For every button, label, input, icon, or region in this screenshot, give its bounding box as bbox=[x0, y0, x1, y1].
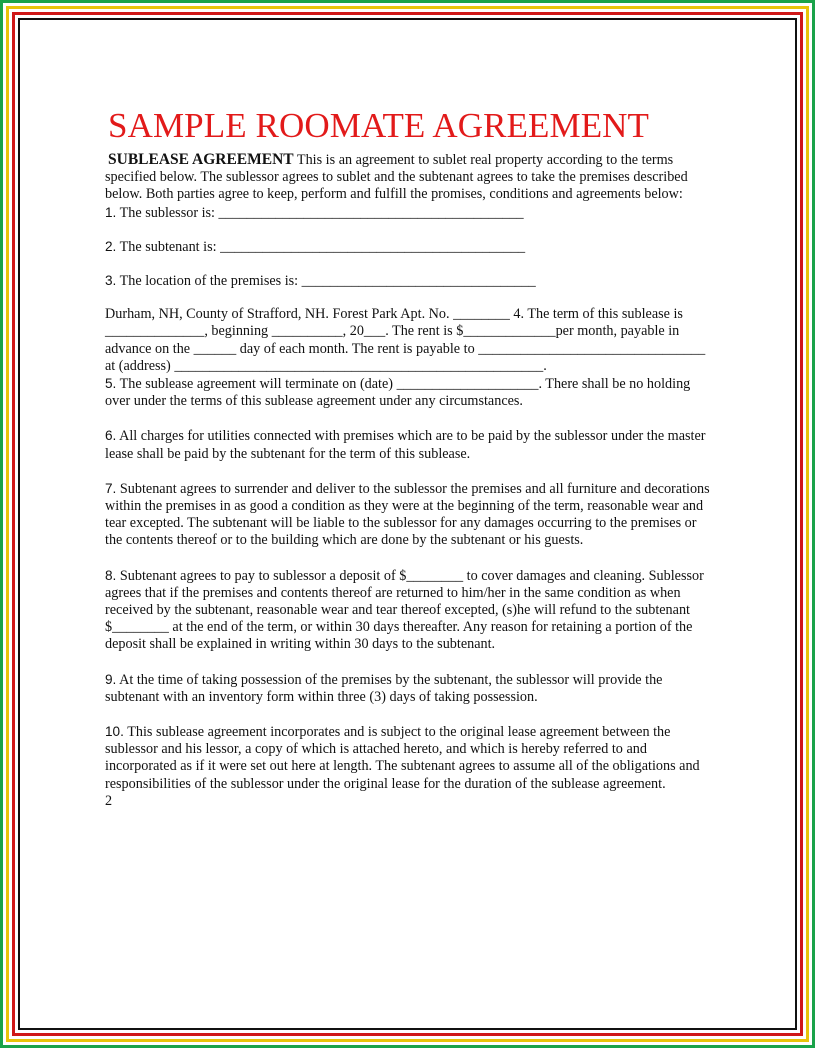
document-body bbox=[105, 104, 717, 810]
section-text: At the time of taking possession of the premises by the subtenant, the sublessor will provide the subtenant with an inventory form within three (3) days of taking possession. bbox=[105, 671, 663, 705]
section-text: All charges for utilities connected with premises which are to be paid by the sublessor under the master lease shall be paid by the subtenant for the term of this sublease. bbox=[105, 428, 706, 462]
section-5 bbox=[105, 375, 717, 410]
section-number: 8. bbox=[105, 567, 117, 583]
section-text: The subtenant is: ___________________________________________ bbox=[116, 238, 526, 255]
section-text: The sublease agreement will terminate on (date) ____________________. There shall be no holding over under the terms of this sublease agreement under any circumstances. bbox=[105, 376, 691, 410]
section-10 bbox=[105, 723, 717, 793]
section-text: Subtenant agrees to surrender and deliver to the sublessor the premises and all furniture and decorations within the premises in as good a condition as they were at the beginning of the term, reasonable wear and tear excepted. The subtenant will be liable to the sublessor for any damages occurring to the premises or the contents thereof or to the building which are done by the subtenant or his guests. bbox=[105, 480, 710, 549]
section-9 bbox=[105, 671, 717, 706]
section-number: 1. bbox=[105, 204, 117, 220]
section-text: Durham, NH, County of Strafford, NH. Forest Park Apt. No. ________ 4. The term of this sublease is ______________, beginning __________, 20___. The rent is $_____________per month, payable in advance on the ______ day of each month. The rent is payable to ________________________________ at (address) ____________________________________________________. bbox=[105, 306, 706, 374]
section-1 bbox=[105, 204, 717, 222]
section-number: 5. bbox=[105, 376, 117, 392]
intro-heading: SUBLEASE AGREEMENT bbox=[108, 151, 294, 168]
section-6 bbox=[105, 427, 717, 462]
section-3 bbox=[105, 272, 717, 290]
intro-text: This is an agreement to sublet real property according to the terms specified below. The sublessor agrees to sublet and the subtenant agrees to take the premises described below. Both parties agree to keep, perform and fulfill the promises, conditions and agreements below: bbox=[105, 152, 688, 203]
intro-paragraph bbox=[105, 151, 717, 204]
page-number: 2 bbox=[105, 792, 113, 809]
document-title: SAMPLE ROOMATE AGREEMENT bbox=[108, 106, 650, 145]
section-text: Subtenant agrees to pay to sublessor a deposit of $________ to cover damages and cleaning. Sublessor agrees that if the premises and contents thereof are returned to him/her in the same condition as when received by the subtenant, reasonable wear and tear thereof excepted, (s)he will refund to the subtenant $________ at the end of the term, or within 30 days thereafter. Any reason for retaining a portion of the deposit shall be explained in writing within 30 days to the subtenant. bbox=[105, 567, 704, 653]
section-text: This sublease agreement incorporates and is subject to the original lease agreement between the sublessor and his lessor, a copy of which is attached hereto, and which is hereby referred to and incorporated as if it were set out here at length. The subtenant agrees to assume all of the obligations and responsibilities of the sublessor under the original lease for the duration of the sublease agreement. bbox=[105, 724, 700, 792]
section-number: 9. bbox=[105, 671, 117, 687]
section-number: 3. bbox=[105, 273, 117, 289]
section-number: 7. bbox=[105, 480, 117, 496]
section-number: 2. bbox=[105, 238, 117, 254]
section-2 bbox=[105, 238, 717, 256]
section-text: The location of the premises is: _________________________________ bbox=[116, 273, 536, 290]
section-text: The sublessor is: ___________________________________________ bbox=[116, 204, 524, 221]
section-7 bbox=[105, 480, 717, 550]
section-8 bbox=[105, 567, 717, 654]
section-location-term bbox=[105, 306, 717, 375]
section-number: 10. bbox=[105, 724, 124, 740]
section-number: 6. bbox=[105, 428, 117, 444]
